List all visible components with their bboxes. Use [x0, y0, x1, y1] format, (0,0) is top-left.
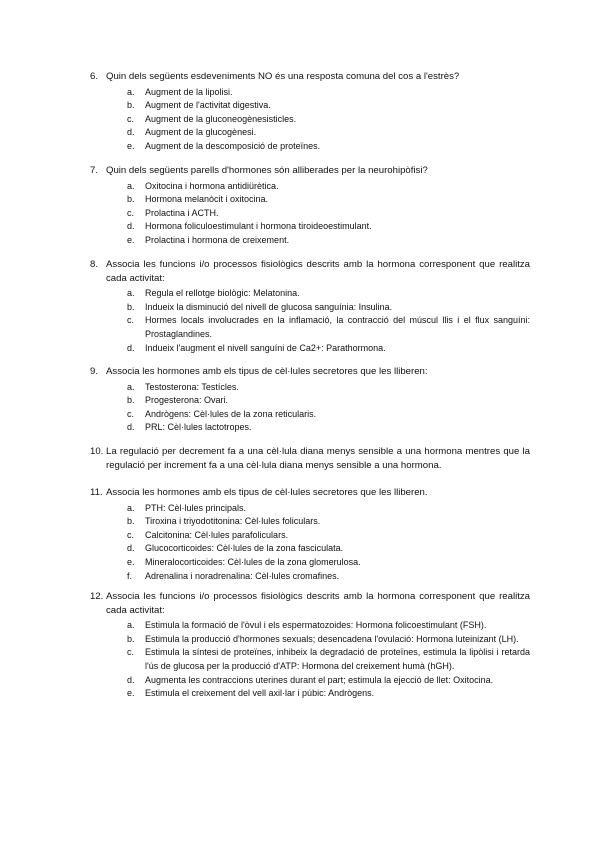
- option-text: Augment de la gluconeogènesisticles.: [145, 113, 297, 124]
- option-text: Augment de la descomposició de proteïnes.: [145, 140, 321, 151]
- option-item: [127, 207, 530, 221]
- option-item: [127, 646, 530, 673]
- option-letter: a.: [127, 86, 135, 97]
- question-10: [90, 445, 530, 472]
- option-list: [127, 180, 530, 248]
- question-11: [90, 486, 530, 583]
- option-list: [127, 381, 530, 435]
- option-letter: e.: [127, 556, 135, 567]
- option-letter: b.: [127, 301, 135, 312]
- option-text: Andrògens: Cèl·lules de la zona reticularis.: [145, 408, 317, 419]
- option-text: Augment de la glucogènesi.: [145, 127, 257, 138]
- option-letter: e.: [127, 688, 135, 699]
- option-item: [127, 381, 530, 395]
- question-number: 6.: [90, 71, 99, 82]
- option-letter: d.: [127, 127, 135, 138]
- question-number: 10.: [90, 446, 104, 457]
- option-text: Mineralocorticoides: Cèl·lules de la zona glomerulosa.: [145, 556, 361, 567]
- question-text: Quin dels següents esdeveniments NO és una resposta comuna del cos a l'estrès?: [106, 71, 460, 82]
- option-letter: e.: [127, 234, 135, 245]
- option-text: Estimula la formació de l'òvul i els espermatozoides: Hormona folicoestimulant (FSH).: [145, 620, 487, 631]
- question-text: Associa les hormones amb els tipus de cèl·lules secretores que les lliberen:: [106, 366, 428, 377]
- option-item: [127, 542, 530, 556]
- option-letter: c.: [127, 408, 135, 419]
- question-9: [90, 365, 530, 435]
- option-item: [127, 99, 530, 113]
- option-item: [127, 619, 530, 633]
- option-letter: c.: [127, 529, 135, 540]
- question-number: 11.: [90, 487, 103, 498]
- question-8: [90, 258, 530, 355]
- option-letter: d.: [127, 342, 135, 353]
- question-text: La regulació per decrement fa a una cèl·lula diana menys sensible a una hormona mentres que la regulació per increment fa a una cèl·lula diana menys sensible a una hormona.: [106, 446, 530, 471]
- option-item: [127, 421, 530, 435]
- option-item: [127, 86, 530, 100]
- option-letter: a.: [127, 180, 135, 191]
- option-text: Prolactina i hormona de creixement.: [145, 234, 290, 245]
- question-text: Quin dels següents parells d'hormones són alliberades per la neurohipòfisi?: [106, 165, 428, 176]
- question-6: [90, 70, 530, 154]
- option-letter: b.: [127, 633, 135, 644]
- question-text: Associa les funcions i/o processos fisiològics descrits amb la hormona corresponent que realitza cada activitat:: [106, 259, 530, 284]
- question-text: Associa les funcions i/o processos fisiològics descrits amb la hormona corresponent que realitza cada activitat:: [106, 591, 530, 616]
- option-item: [127, 140, 530, 154]
- option-item: [127, 180, 530, 194]
- option-letter: a.: [127, 381, 135, 392]
- option-text: Oxitocina i hormona antidiürètica.: [145, 180, 279, 191]
- option-text: Augmenta les contraccions uterines durant el part; estimula la ejecció de llet: Oxitocina.: [145, 674, 494, 685]
- option-item: [127, 220, 530, 234]
- option-letter: b.: [127, 516, 135, 527]
- option-item: [127, 394, 530, 408]
- option-letter: c.: [127, 207, 135, 218]
- option-item: [127, 529, 530, 543]
- option-list: [127, 287, 530, 355]
- option-item: [127, 408, 530, 422]
- question-number: 9.: [90, 366, 99, 377]
- option-letter: b.: [127, 194, 135, 205]
- option-text: PRL: Cèl·lules lactotropes.: [145, 422, 252, 433]
- option-letter: e.: [127, 140, 135, 151]
- option-text: PTH: Cèl·lules principals.: [145, 502, 247, 513]
- option-item: [127, 515, 530, 529]
- question-7: [90, 164, 530, 248]
- option-item: [127, 287, 530, 301]
- option-letter: a.: [127, 502, 135, 513]
- option-text: Hormona foliculoestimulant i hormona tiroideoestimulant.: [145, 221, 372, 232]
- option-item: [127, 687, 530, 701]
- option-letter: c.: [127, 315, 135, 326]
- option-list: [127, 86, 530, 154]
- option-item: [127, 633, 530, 647]
- option-item: [127, 314, 530, 341]
- option-item: [127, 674, 530, 688]
- question-number: 8.: [90, 259, 99, 270]
- option-text: Hormona melanòcit i oxitocina.: [145, 194, 269, 205]
- option-text: Estimula la producció d'hormones sexuals; desencadena l'ovulació: Hormona luteinizant (LH).: [145, 633, 519, 644]
- option-text: Adrenalina i noradrenalina: Cèl·lules cromafines.: [145, 570, 340, 581]
- option-text: Hormes locals involucrades en la inflamació, la contracció del múscul llis i el flux sanguíni: Prostaglandines.: [145, 315, 530, 339]
- option-text: Testosterona: Testícles.: [145, 381, 239, 392]
- option-letter: d.: [127, 543, 135, 554]
- option-letter: f.: [127, 570, 133, 581]
- option-item: [127, 193, 530, 207]
- option-letter: a.: [127, 620, 135, 631]
- option-letter: b.: [127, 100, 135, 111]
- option-letter: d.: [127, 422, 135, 433]
- option-text: Progesterona: Ovari.: [145, 395, 229, 406]
- option-text: Estimula la síntesi de proteïnes, inhibeix la degradació de proteïnes, estimula la lipòlisi i retarda l'ús de glucosa per la producció d'ATP: Hormona del creixement humà (hGH).: [145, 647, 530, 671]
- question-text: Associa les hormones amb els tipus de cèl·lules secretores que les lliberen.: [106, 487, 428, 498]
- option-item: [127, 126, 530, 140]
- option-item: [127, 502, 530, 516]
- option-letter: d.: [127, 221, 135, 232]
- option-letter: c.: [127, 647, 135, 658]
- option-letter: a.: [127, 288, 135, 299]
- option-text: Estimula el creixement del vell axil·lar i púbic: Andrògens.: [145, 688, 375, 699]
- question-12: [90, 590, 530, 701]
- option-item: [127, 342, 530, 356]
- option-list: [127, 619, 530, 701]
- option-item: [127, 301, 530, 315]
- option-text: Augment de l'activitat digestiva.: [145, 100, 271, 111]
- option-text: Glucocorticoides: Cèl·lules de la zona fasciculata.: [145, 543, 344, 554]
- option-text: Tiroxina i triyodotitonina: Cèl·lules foliculars.: [145, 516, 321, 527]
- option-item: [127, 556, 530, 570]
- option-letter: c.: [127, 113, 135, 124]
- option-item: [127, 234, 530, 248]
- option-list: [127, 502, 530, 584]
- option-text: Prolactina i ACTH.: [145, 207, 219, 218]
- option-item: [127, 570, 530, 584]
- option-text: Augment de la lipolisi.: [145, 86, 233, 97]
- option-letter: d.: [127, 674, 135, 685]
- question-number: 7.: [90, 165, 99, 176]
- option-item: [127, 113, 530, 127]
- option-text: Indueix la disminució del nivell de glucosa sanguínia: Insulina.: [145, 301, 393, 312]
- option-text: Regula el rellotge biològic: Melatonina.: [145, 288, 300, 299]
- option-text: Indueix l'augment el nivell sanguíni de Ca2+: Parathormona.: [145, 342, 386, 353]
- option-letter: b.: [127, 395, 135, 406]
- question-number: 12.: [90, 591, 104, 602]
- option-text: Calcitonina: Cèl·lules parafoliculars.: [145, 529, 289, 540]
